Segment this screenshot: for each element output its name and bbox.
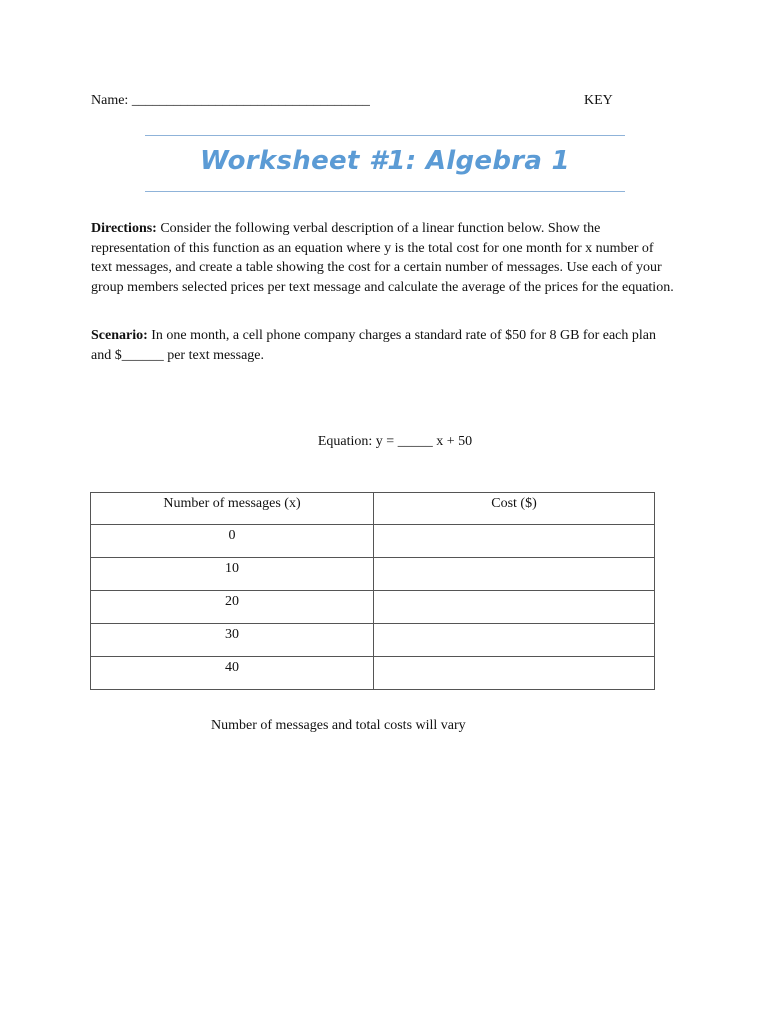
cell-cost[interactable] [374, 657, 655, 690]
table-row [91, 558, 655, 591]
variation-note: Number of messages and total costs will vary [211, 718, 466, 733]
header-messages: Number of messages (x) [91, 493, 374, 525]
table-row [91, 525, 655, 558]
cell-messages: 20 [91, 591, 374, 624]
scenario-text: In one month, a cell phone company charges a standard rate of $50 for 8 GB for each plan and $______ per text message. [91, 328, 656, 363]
table-header-row [91, 493, 655, 525]
cell-cost[interactable] [374, 591, 655, 624]
name-field-line: Name: __________________________________ [91, 93, 370, 108]
cell-messages: 10 [91, 558, 374, 591]
table-row [91, 624, 655, 657]
header-cost: Cost ($) [374, 493, 655, 525]
page-title: Worksheet #1: Algebra 1 [200, 146, 570, 176]
cell-messages: 40 [91, 657, 374, 690]
cell-messages: 0 [91, 525, 374, 558]
cost-table [90, 492, 655, 690]
directions-text: Consider the following verbal description of a linear function below. Show the representation of this function as an equation where y is the total cost for one month for x number of text messages, and create a table showing the cost for a certain number of messages. Use each of your group members selected prices per text message and calculate the average of the prices for the equation. [91, 221, 674, 295]
directions-paragraph [91, 219, 676, 297]
directions-label: Directions: [91, 221, 157, 236]
key-label: KEY [584, 93, 613, 108]
scenario-paragraph [91, 326, 676, 365]
title-rule-top [145, 135, 625, 136]
cell-cost[interactable] [374, 525, 655, 558]
cell-messages: 30 [91, 624, 374, 657]
table-row [91, 657, 655, 690]
title-rule-bottom [145, 191, 625, 192]
cell-cost[interactable] [374, 558, 655, 591]
table-row [91, 591, 655, 624]
scenario-label: Scenario: [91, 328, 148, 343]
equation-text: Equation: y = _____ x + 50 [317, 434, 473, 449]
cell-cost[interactable] [374, 624, 655, 657]
